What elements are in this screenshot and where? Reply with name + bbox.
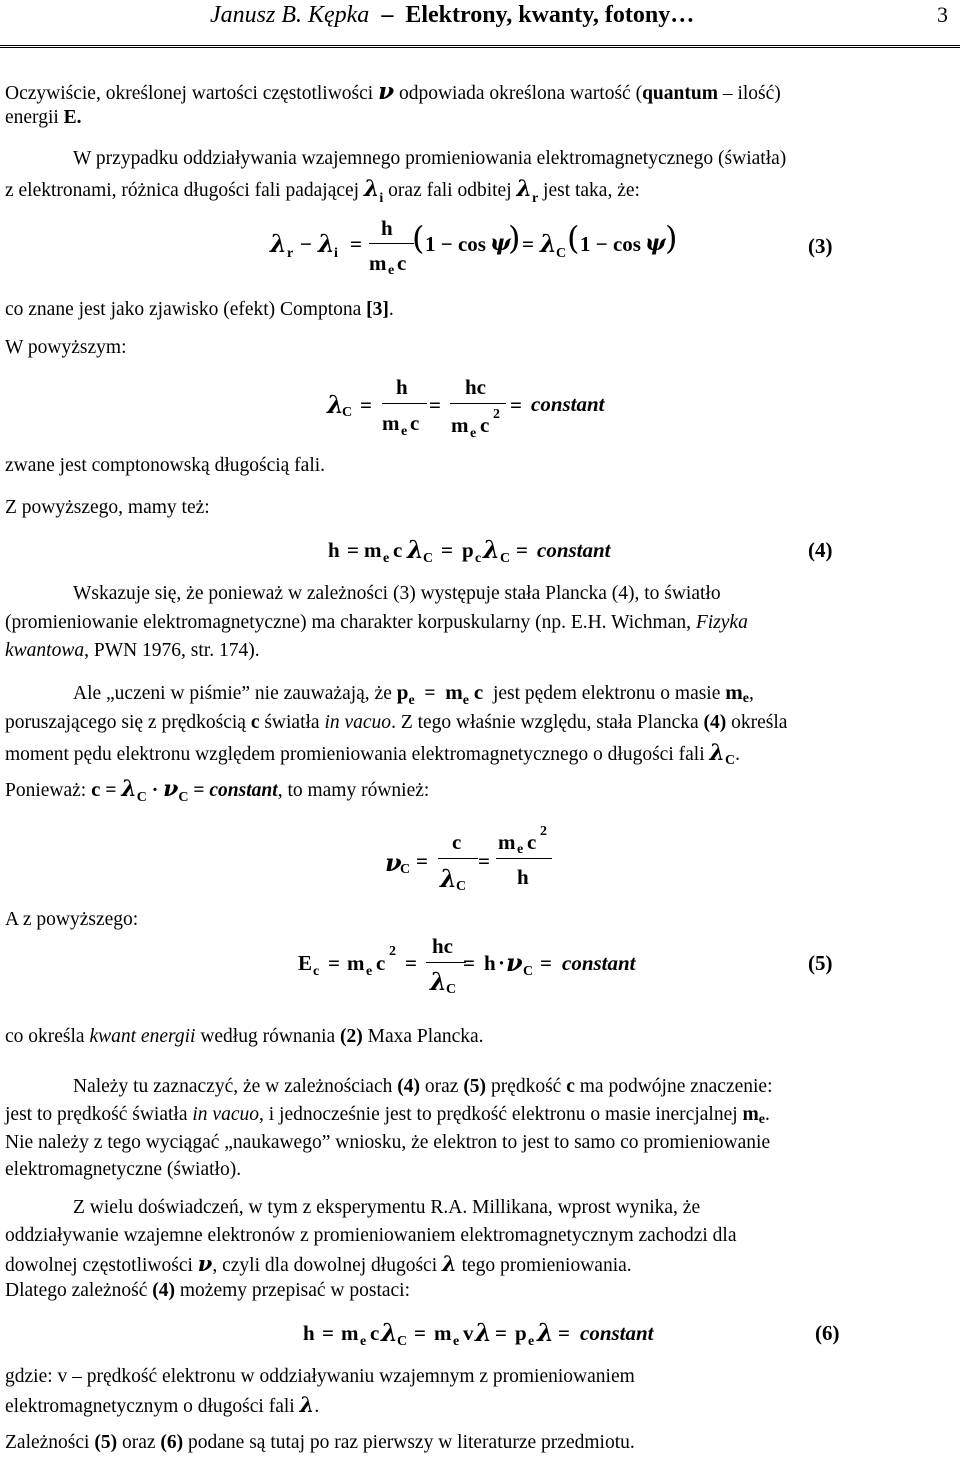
equation-number-4: (4) — [808, 538, 833, 562]
p10-line: A z powyższego: — [5, 909, 139, 930]
header-author: Janusz B. Kępka — [210, 2, 370, 28]
p1-line1: Oczywiście, określonej wartości częstotliwości ν odpowiada określona wartość (quantum – ilość) — [5, 78, 781, 105]
header-doc-title: Elektrony, kwanty, fotony… — [405, 2, 695, 28]
header-rule — [0, 45, 960, 48]
p13-line2: oddziaływanie wzajemne elektronów z promieniowaniem elektromagnetycznym zachodzi dla — [5, 1225, 737, 1246]
page-number: 3 — [937, 2, 948, 27]
p9-line: Ponieważ: $c = \lambda_C \cdot \nu_C$ = constant, to mamy również: — [5, 776, 430, 805]
p7-line2: (promieniowanie elektromagnetyczne) ma charakter korpuskularny (np. E.H. Wichman, Fizyka — [5, 612, 748, 633]
p5-line: zwane jest comptonowską długością fali. — [5, 455, 326, 476]
p14-line2: elektromagnetycznym o długości fali λ. — [5, 1392, 320, 1417]
equation-number-6: (6) — [815, 1321, 840, 1345]
p11-line: co określa kwant energii według równania (2) Maxa Plancka. — [5, 1026, 484, 1047]
p2-line2: z elektronami, różnica długości fali padającej $\lambda_i$ oraz fali odbitej $\lambda_r$ jest taka, że: — [5, 176, 640, 206]
p3-line: co znane jest jako zjawisko (efekt) Comptona [3]. — [5, 299, 394, 320]
p12-line1: Należy tu zaznaczyć, że w zależnościach (4) oraz (5) prędkość c ma podwójne znaczenie: — [73, 1076, 773, 1097]
page-header — [0, 0, 960, 46]
p15-line: Zależności (5) oraz (6) podane są tutaj po raz pierwszy w literaturze przedmiotu. — [5, 1432, 635, 1453]
p8-line3: moment pędu elektronu względem promieniowania elektromagnetycznego o długości fali $\lambda_C$. — [5, 740, 740, 768]
p14-line1: gdzie: v – prędkość elektronu w oddziaływaniu wzajemnym z promieniowaniem — [5, 1366, 635, 1387]
equation-number-5: (5) — [808, 951, 833, 975]
p7-line3: kwantowa, PWN 1976, str. 174). — [5, 640, 260, 661]
p8-line2: poruszającego się z prędkością c światła in vacuo. Z tego właśnie względu, stała Plancka (4) określa — [5, 712, 788, 733]
p12-line3: Nie należy z tego wyciągać „naukawego” wniosku, że elektron to jest to samo co promieniowanie — [5, 1132, 771, 1153]
p12-line2: jest to prędkość światła in vacuo, i jednocześnie jest to prędkość elektronu o masie inercjalnej me. — [5, 1104, 770, 1127]
p13-line1: Z wielu doświadczeń, w tym z eksperymentu R.A. Millikana, wprost wynika, że — [73, 1197, 701, 1218]
p13-line3: dowolnej częstotliwości ν, czyli dla dowolnej długości λ tego promieniowania. — [5, 1251, 632, 1276]
p1-line2: energii E. — [5, 107, 82, 128]
header-title: Janusz B. Kępka – Elektrony, kwanty, fotony… — [210, 2, 695, 28]
p8-line1: Ale „uczeni w piśmie” nie zauważają, że $p_e = m_e$ c jest pędem elektronu o masie me, — [73, 680, 754, 708]
p4-line: W powyższym: — [5, 337, 127, 358]
equation-number-3: (3) — [808, 234, 833, 258]
p6-line: Z powyższego, mamy też: — [5, 497, 210, 518]
nu-symbol: ν — [378, 78, 395, 105]
p2-line1: W przypadku oddziaływania wzajemnego promieniowania elektromagnetycznego (światła) — [73, 148, 787, 169]
p7-line1: Wskazuje się, że ponieważ w zależności (3) występuje stała Plancka (4), to światło — [73, 583, 721, 604]
p13-line4: Dlatego zależność (4) możemy przepisać w postaci: — [5, 1280, 411, 1301]
p12-line4: elektromagnetyczne (światło). — [5, 1159, 242, 1180]
